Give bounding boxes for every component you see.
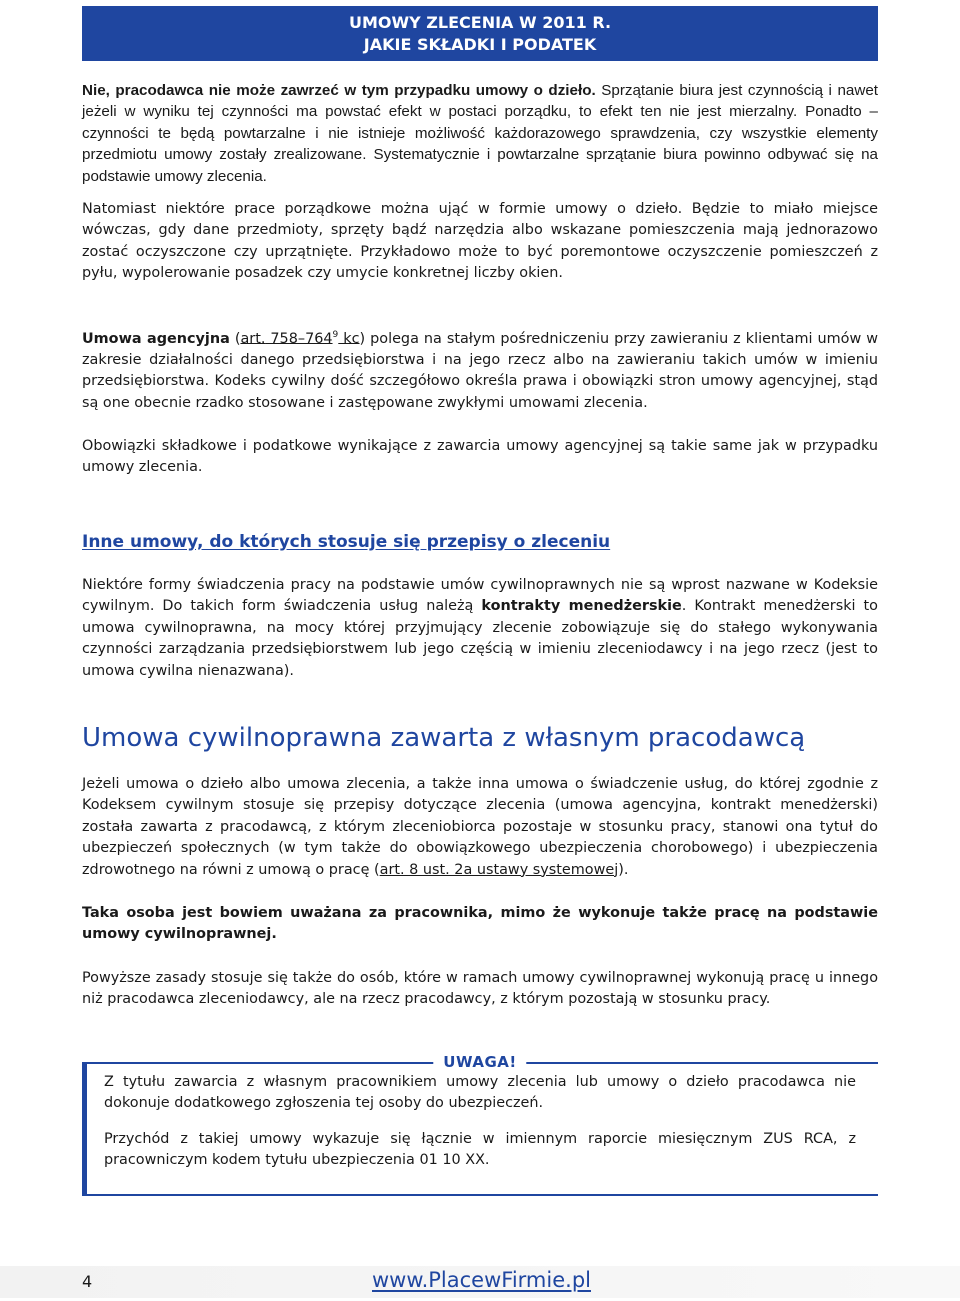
paragraph-text: Sprzątanie biura jest czynnością i nawet jeżeli w wyniku tej czynności ma powstać efekt w postaci porządku, to efekt ten nie jest mierzalny. Ponadto – czynności te będą powtarzalne i nie istnieje możliwość każdorazowego sprawdzenia, czy wszystkie elementy przedmiotu umowy zostały zrealizowane. Systematycznie i powtarzalne sprzątanie biura powinno odbywać się na podstawie umowy zlecenia. xyxy=(82,82,878,185)
article-link-part1[interactable]: art. xyxy=(240,330,266,347)
article-link-part2[interactable]: 758–764 xyxy=(265,330,333,347)
paragraph-text: . Kontrakt menedżerski to umowa cywilnoprawna, na mocy której przyjmujący zlecenie zobowiązuje się do stałego wykonywania czynności zarządzania przedsiębiorstwem lub jego częścią w imieniu zleceniodawcy i na jego rzecz (jest to umowa cywilna nienazwana). xyxy=(82,598,878,679)
spacer xyxy=(82,881,878,903)
page-number: 4 xyxy=(82,1272,93,1291)
paragraph-text: Jeżeli umowa o dzieło albo umowa zlecenia, a także inna umowa o świadczenie usług, do której zgodnie z Kodeksem cywilnym stosuje się przepisy dotyczące zlecenia (umowa agencyjna, kontrakt menedżerski) została zawarta z pracodawcą, z którym zleceniobiorca pozostaje w stosunku pracy, stanowi ona tytuł do ubezpieczeń społecznych (w tym także do obowiązkowego ubezpieczenia chorobowego) i ubezpieczenia zdrowotnego na równi z umową o pracę ( xyxy=(82,775,878,878)
paragraph-bold-lead: Umowa agencyjna xyxy=(82,330,230,347)
article-link-part3[interactable]: kc xyxy=(338,330,360,347)
paragraph-text: ). xyxy=(618,861,629,878)
paragraph-own-employer-contract xyxy=(82,774,878,881)
notice-body xyxy=(104,1072,856,1186)
main-content xyxy=(82,80,878,1011)
section-heading-other-contracts: Inne umowy, do których stosuje się przepisy o zleceniu xyxy=(82,531,611,552)
notice-paragraph-1: Z tytułu zawarcia z własnym pracownikiem umowy zlecenia lub umowy o dzieło pracodawca nie dokonuje dodatkowego zgłoszenia tej osoby do ubezpieczeń. xyxy=(104,1074,856,1112)
paragraph-employee-status: Taka osoba jest bowiem uważana za pracownika, mimo że wykonuje także pracę na podstawie umowy cywilnoprawnej. xyxy=(82,904,878,943)
statute-link[interactable]: art. 8 ust. 2a ustawy systemowej xyxy=(379,861,619,878)
notice-paragraph-2: Przychód z takiej umowy wykazuje się łącznie w imiennym raporcie miesięcznym ZUS RCA, z pracowniczym kodem tytułu ubezpieczenia 01 10 XX. xyxy=(104,1130,856,1169)
spacer xyxy=(82,426,878,436)
paragraph-work-contract-cleaning: Natomiast niektóre prace porządkowe można ująć w formie umowy o dzieło. Będzie to miało miejsce wówczas, gdy dane przedmioty, sprzęty bądź narzędzia albo wskazane pomieszczenia mają jednorazowo zostać oczyszczone czy uprzątnięte. Przykładowo może to być poremontowe oczyszczenie pomieszczeń z pyłu, wypolerowanie posadzek czy umycie konkretnej liczby okien. xyxy=(82,201,878,282)
paragraph-text: Niektóre formy świadczenia pracy na podstawie umów cywilnoprawnych nie są wprost nazwane w Kodeksie cywilnym. Do takich form świadczenia usług należą xyxy=(82,576,878,615)
page-header-banner xyxy=(82,6,878,61)
spacer xyxy=(82,479,878,531)
spacer xyxy=(82,285,878,325)
paragraph-cleaning-contract xyxy=(82,80,878,187)
spacer xyxy=(82,682,878,722)
footer-site-link[interactable]: www.PlacewFirmie.pl xyxy=(372,1268,591,1292)
notice-title: UWAGA! xyxy=(433,1051,526,1073)
header-title-line1: UMOWY ZLECENIA W 2011 R. xyxy=(348,13,612,32)
paragraph-managerial-contracts xyxy=(82,575,878,682)
header-title-line2: JAKIE SKŁADKI I PODATEK xyxy=(363,35,597,54)
paragraph-bold-term: kontrakty menedżerskie xyxy=(481,598,682,615)
section-heading-own-employer: Umowa cywilnoprawna zawarta z własnym pracodawcą xyxy=(82,722,806,753)
paragraph-text: ) polega na stałym pośredniczeniu przy zawieraniu z klientami umów w zakresie działalności danego przedsiębiorstwa i na jego rzecz albo na zawieraniu takich umów w imieniu przedsiębiorstwa. Kodeks cywilny dość szczegółowo określa prawa i obowiązki stron umowy agencyjnej, stąd są one obecnie rzadko stosowane i zastępowane zwykłymi umowami zlecenia. xyxy=(82,330,878,411)
paren-open: ( xyxy=(229,330,241,347)
paragraph-agency-contract xyxy=(82,325,878,414)
paragraph-other-employer: Powyższe zasady stosuje się także do osób, które w ramach umowy cywilnoprawnej wykonują pracę u innego niż pracodawca zleceniodawcy, ale na rzecz pracodawcy, z którym pozostają w stosunku pracy. xyxy=(82,969,878,1008)
paragraph-bold-lead: Nie, pracodawca nie może zawrzeć w tym przypadku umowy o dzieło. xyxy=(82,82,596,99)
notice-accent-bar xyxy=(82,1064,87,1194)
spacer xyxy=(82,946,878,968)
paragraph-agency-obligations: Obowiązki składkowe i podatkowe wynikające z zawarcia umowy agencyjnej są takie same jak w przypadku umowy zlecenia. xyxy=(82,438,878,476)
notice-box xyxy=(82,1053,878,1196)
article-superscript: 9 xyxy=(332,329,339,340)
